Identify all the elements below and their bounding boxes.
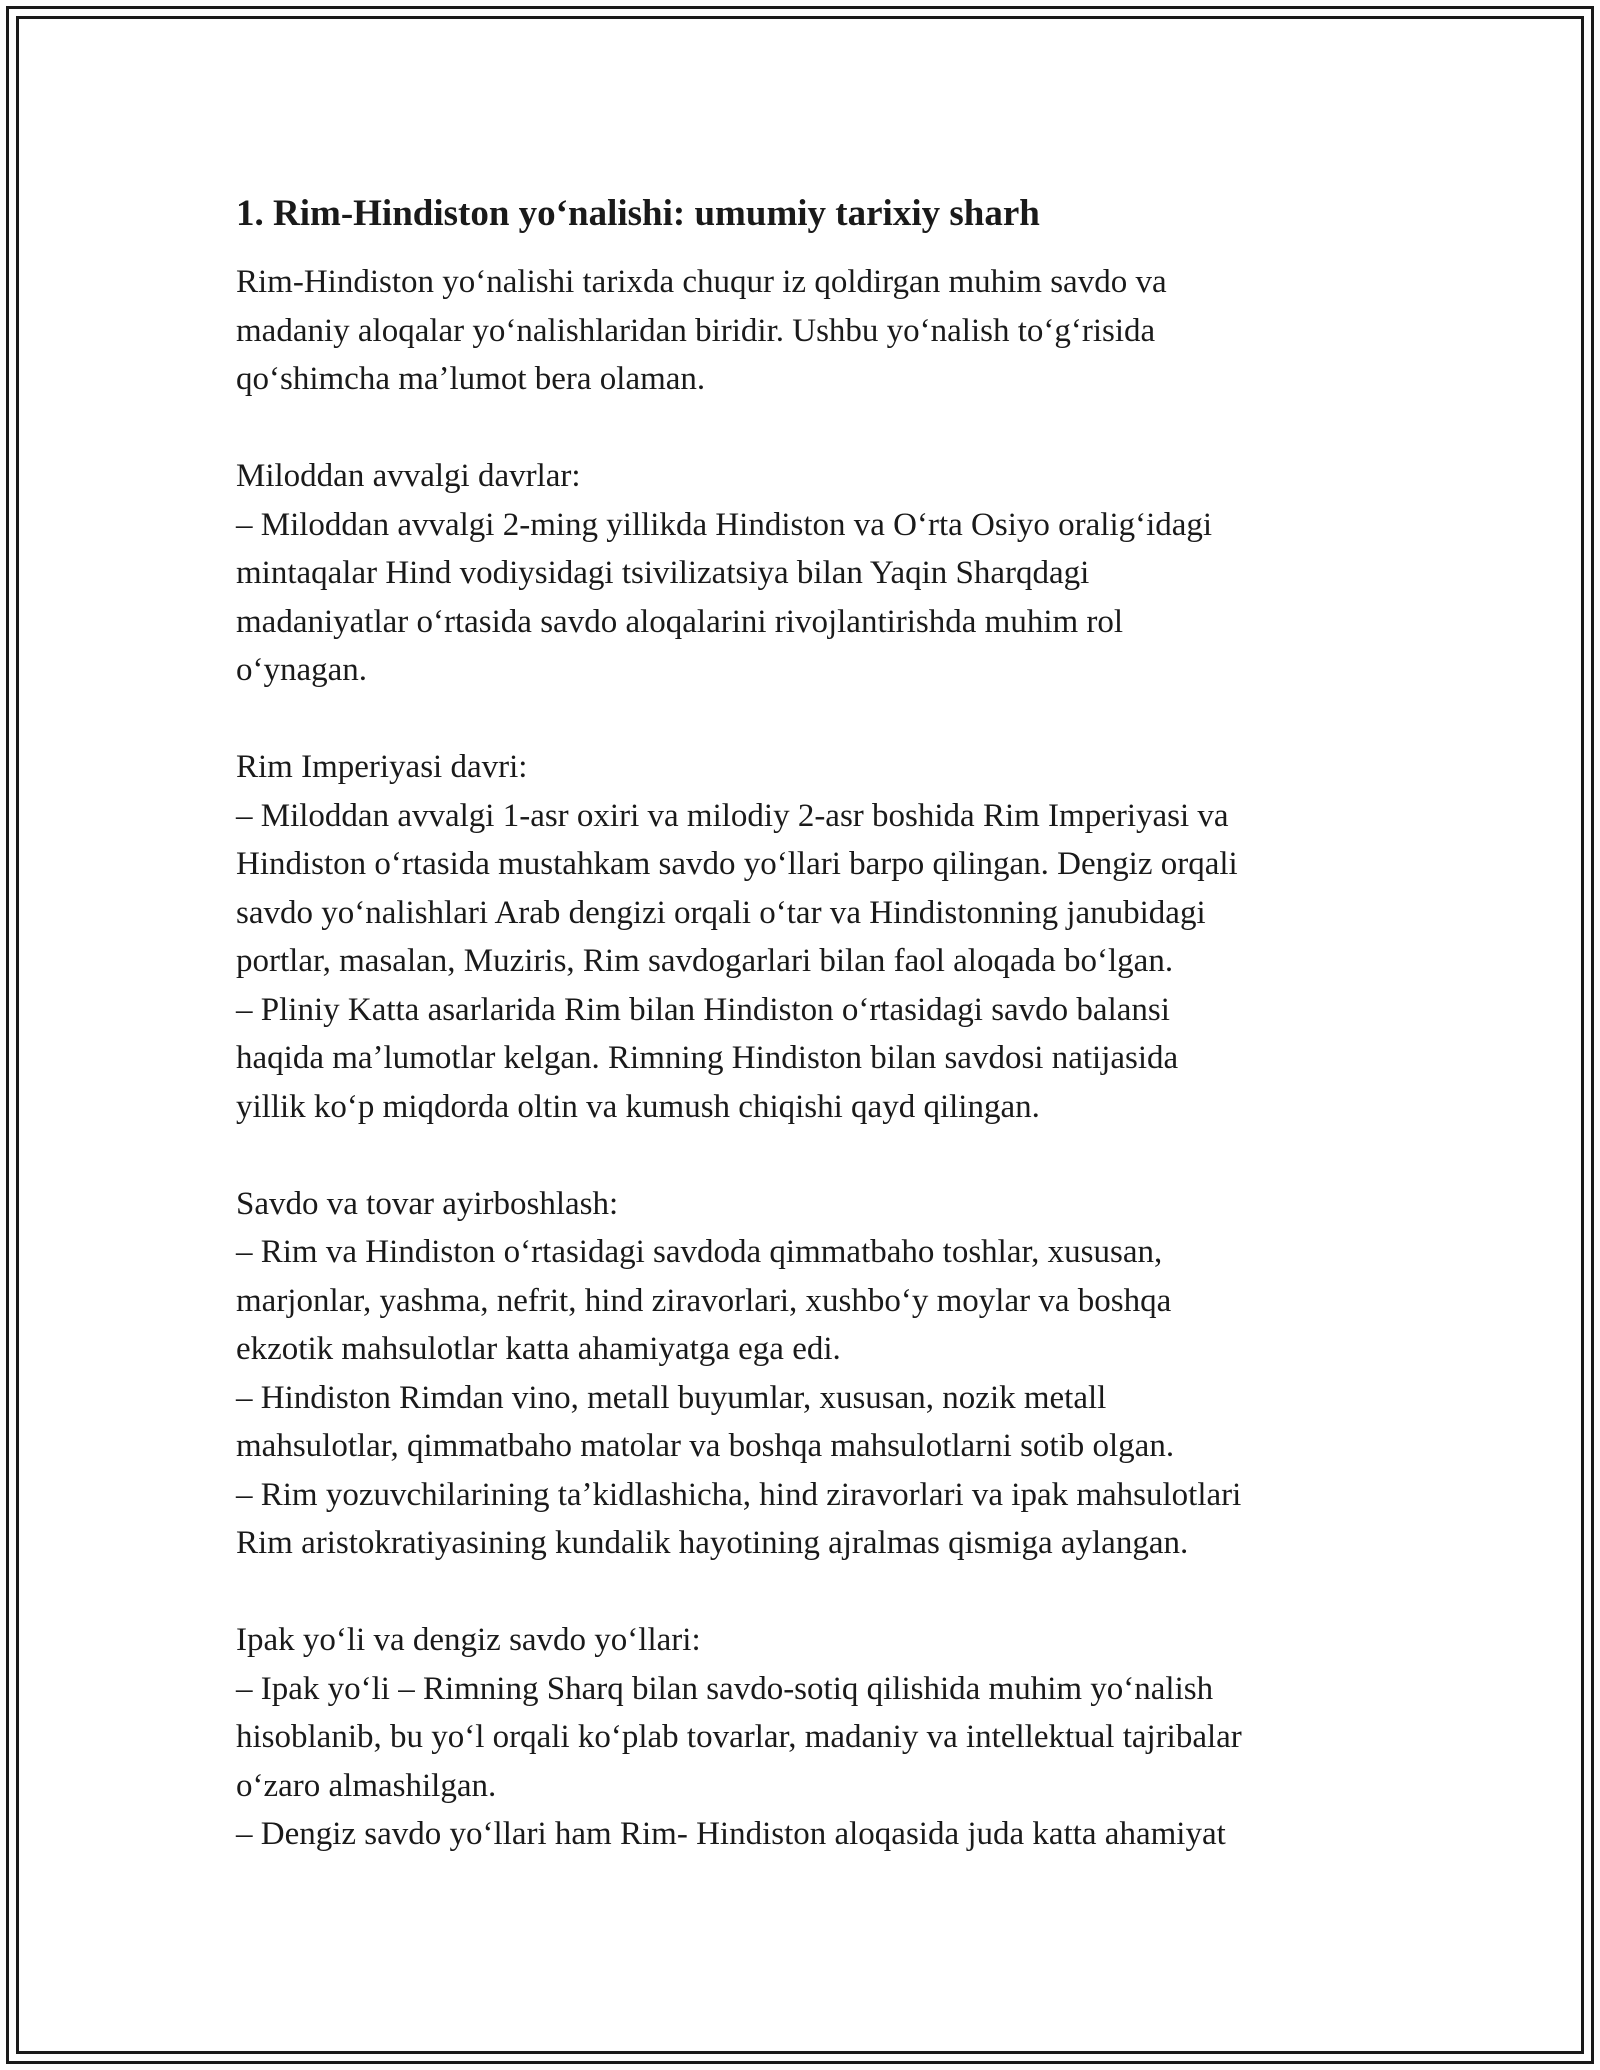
paragraph-intro (236, 258, 1366, 404)
text-line: madaniy aloqalar yoʻnalishlaridan biridir. Ushbu yoʻnalish toʻgʻrisida (236, 312, 1156, 349)
text-line: haqida maʼlumotlar kelgan. Rimning Hindiston bilan savdosi natijasida (236, 1040, 1179, 1076)
text-line: – Miloddan avvalgi 1-asr oxiri va milodiy 2-asr boshida Rim Imperiyasi va (236, 797, 1229, 834)
text-line: Rim-Hindiston yoʻnalishi tarixda chuqur iz qoldirgan muhim savdo va (236, 264, 1167, 300)
text-line: – Hindiston Rimdan vino, metall buyumlar, xususan, nozik metall (236, 1379, 1107, 1416)
text-line: portlar, masalan, Muziris, Rim savdogarlari bilan faol aloqada boʻlgan. (236, 943, 1174, 979)
page-title: 1. Rim-Hindiston yoʻnalishi: umumiy tarixiy sharh (236, 193, 1040, 234)
text-line: – Ipak yoʻli – Rimning Sharq bilan savdo-sotiq qilishida muhim yoʻnalish (236, 1670, 1214, 1707)
paragraph-roman-empire (236, 743, 1366, 1131)
text-line: hisoblanib, bu yoʻl orqali koʻplab tovarlar, madaniy va intellektual tajribalar (236, 1719, 1242, 1755)
text-line: Hindiston oʻrtasida mustahkam savdo yoʻllari barpo qilingan. Dengiz orqali (236, 846, 1238, 882)
text-line: – Miloddan avvalgi 2-ming yillikda Hindiston va Oʻrta Osiyo oraligʻidagi (236, 506, 1213, 543)
text-line: oʻynagan. (236, 652, 368, 688)
section-heading: Miloddan avvalgi davrlar: (236, 458, 581, 494)
section-heading: Ipak yoʻli va dengiz savdo yoʻllari: (236, 1622, 701, 1658)
text-line: – Dengiz savdo yoʻllari ham Rim- Hindiston aloqasida juda katta ahamiyat (236, 1816, 1226, 1852)
paragraph-silk-road (236, 1616, 1366, 1859)
text-line: ekzotik mahsulotlar katta ahamiyatga ega edi. (236, 1331, 841, 1367)
text-line: mahsulotlar, qimmatbaho matolar va boshqa mahsulotlarni sotib olgan. (236, 1428, 1175, 1464)
text-line: savdo yoʻnalishlari Arab dengizi orqali oʻtar va Hindistonning janubidagi (236, 894, 1206, 931)
text-line: marjonlar, yashma, nefrit, hind ziravorlari, xushboʻy moylar va boshqa (236, 1282, 1172, 1319)
text-line: mintaqalar Hind vodiysidagi tsivilizatsiya bilan Yaqin Sharqdagi (236, 555, 1090, 591)
paragraph-bc-era (236, 452, 1366, 695)
text-line: qoʻshimcha maʼlumot bera olaman. (236, 361, 706, 397)
text-line: – Rim va Hindiston oʻrtasidagi savdoda qimmatbaho toshlar, xususan, (236, 1234, 1163, 1270)
text-line: – Rim yozuvchilarining taʼkidlashicha, hind ziravorlari va ipak mahsulotlari (236, 1476, 1242, 1513)
document-body (236, 186, 1366, 1907)
text-line: – Pliniy Katta asarlarida Rim bilan Hindiston oʻrtasidagi savdo balansi (236, 991, 1170, 1028)
text-line: madaniyatlar oʻrtasida savdo aloqalarini rivojlantirishda muhim rol (236, 603, 1124, 640)
text-line: oʻzaro almashilgan. (236, 1767, 497, 1804)
section-heading: Savdo va tovar ayirboshlash: (236, 1185, 619, 1222)
paragraph-trade-exchange (236, 1180, 1366, 1568)
section-heading: Rim Imperiyasi davri: (236, 749, 528, 785)
text-line: yillik koʻp miqdorda oltin va kumush chiqishi qayd qilingan. (236, 1088, 1040, 1125)
text-line: Rim aristokratiyasining kundalik hayotining ajralmas qismiga aylangan. (236, 1525, 1189, 1561)
